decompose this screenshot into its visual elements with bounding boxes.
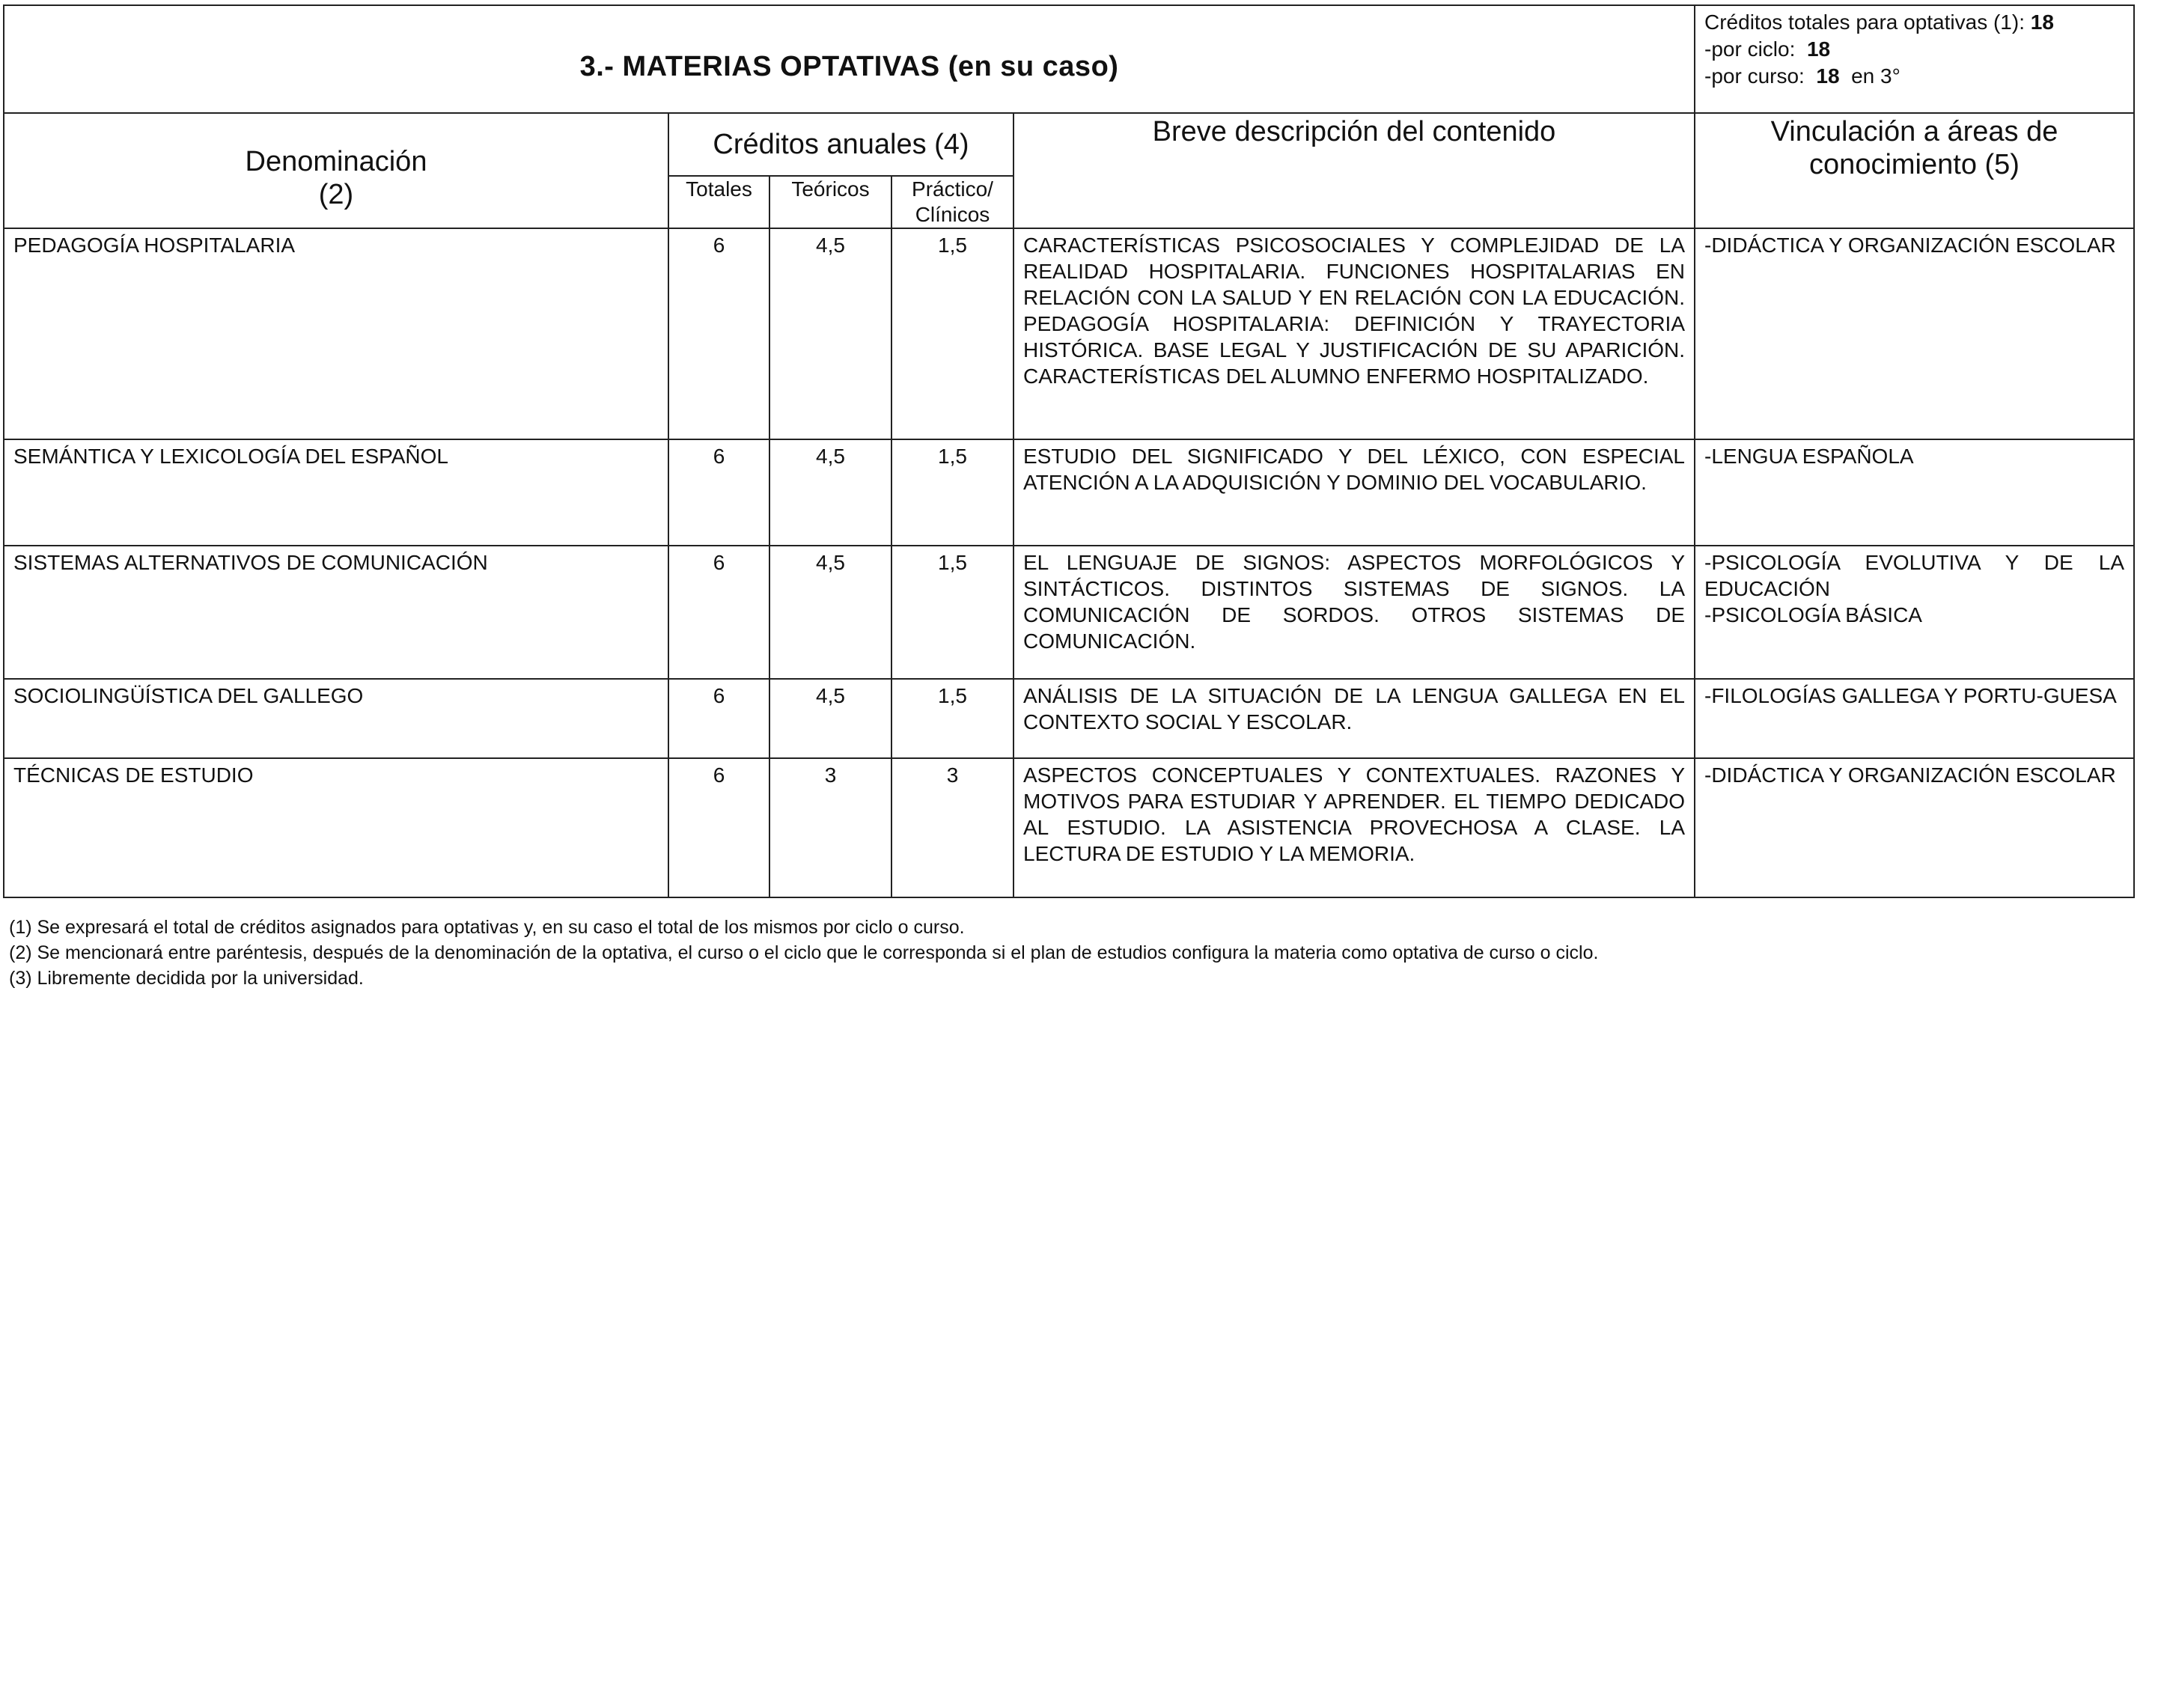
header-totales: Totales xyxy=(668,176,769,228)
header-creditos-anuales: Créditos anuales (4) xyxy=(668,113,1014,176)
credits-totales: 6 xyxy=(668,228,769,439)
footnotes xyxy=(9,915,2135,991)
subject-description: ASPECTOS CONCEPTUALES Y CONTEXTUALES. RAZONES Y MOTIVOS PARA ESTUDIAR Y APRENDER. EL TIEMPO DEDICADO AL ESTUDIO. LA ASISTENCIA PROVECHOSA A CLASE. LA LECTURA DE ESTUDIO Y LA MEMORIA. xyxy=(1014,758,1695,897)
table-row xyxy=(4,546,2134,679)
optativas-table xyxy=(3,4,2135,898)
credits-teoricos: 4,5 xyxy=(769,679,891,758)
credits-practicos: 3 xyxy=(891,758,1014,897)
credits-totales: 6 xyxy=(668,758,769,897)
subject-areas xyxy=(1695,228,2134,439)
subject-name: SISTEMAS ALTERNATIVOS DE COMUNICACIÓN xyxy=(4,546,668,679)
per-course-label: -por curso: xyxy=(1704,64,1805,88)
credits-teoricos: 4,5 xyxy=(769,439,891,546)
per-cycle-value: 18 xyxy=(1806,37,1831,61)
subject-name: SOCIOLINGÜÍSTICA DEL GALLEGO xyxy=(4,679,668,758)
table-row xyxy=(4,439,2134,546)
totals-value: 18 xyxy=(2030,10,2054,34)
header-teoricos: Teóricos xyxy=(769,176,891,228)
subject-areas xyxy=(1695,546,2134,679)
subject-name: TÉCNICAS DE ESTUDIO xyxy=(4,758,668,897)
per-course-suffix: en 3° xyxy=(1851,64,1901,88)
vinculacion-line2: conocimiento (5) xyxy=(1809,149,2020,180)
footnote: (3) Libremente decidida por la universidad. xyxy=(9,968,364,989)
table-row xyxy=(4,758,2134,897)
credits-practicos: 1,5 xyxy=(891,228,1014,439)
credits-teoricos: 4,5 xyxy=(769,228,891,439)
credits-practicos: 1,5 xyxy=(891,679,1014,758)
totals-label: Créditos totales para optativas (1): xyxy=(1704,10,2025,34)
credits-teoricos: 3 xyxy=(769,758,891,897)
subject-areas xyxy=(1695,439,2134,546)
area-item: -LENGUA ESPAÑOLA xyxy=(1704,445,1914,468)
per-cycle-label: -por ciclo: xyxy=(1704,37,1796,61)
table-row xyxy=(4,679,2134,758)
credit-totals xyxy=(1695,5,2134,113)
per-course-value: 18 xyxy=(1816,64,1840,88)
area-item: -DIDÁCTICA Y ORGANIZACIÓN ESCOLAR xyxy=(1704,234,2116,257)
subject-description: CARACTERÍSTICAS PSICOSOCIALES Y COMPLEJIDAD DE LA REALIDAD HOSPITALARIA. FUNCIONES HOSPITALARIAS EN RELACIÓN CON LA SALUD Y EN RELACIÓN CON LA EDUCACIÓN. PEDAGOGÍA HOSPITALARIA: DEFINICIÓN Y TRAYECTORIA HISTÓRICA. BASE LEGAL Y JUSTIFICACIÓN DE SU APARICIÓN. CARACTERÍSTICAS DEL ALUMNO ENFERMO HOSPITALIZADO. xyxy=(1014,228,1695,439)
title-cell xyxy=(4,5,1695,113)
subject-name: SEMÁNTICA Y LEXICOLOGÍA DEL ESPAÑOL xyxy=(4,439,668,546)
subject-areas xyxy=(1695,679,2134,758)
area-item: -DIDÁCTICA Y ORGANIZACIÓN ESCOLAR xyxy=(1704,763,2116,787)
vinculacion-line1: Vinculación a áreas de xyxy=(1770,116,2058,147)
credits-practicos: 1,5 xyxy=(891,546,1014,679)
header-descripcion: Breve descripción del contenido xyxy=(1014,113,1695,228)
header-practicos xyxy=(891,176,1014,228)
subject-areas xyxy=(1695,758,2134,897)
subject-description: EL LENGUAJE DE SIGNOS: ASPECTOS MORFOLÓGICOS Y SINTÁCTICOS. DISTINTOS SISTEMAS DE SIGNOS. LA COMUNICACIÓN DE SORDOS. OTROS SISTEMAS DE COMUNICACIÓN. xyxy=(1014,546,1695,679)
practicos-line1: Práctico/ xyxy=(912,177,993,201)
area-item: -FILOLOGÍAS GALLEGA Y PORTU-GUESA xyxy=(1704,684,2117,707)
credits-totales: 6 xyxy=(668,679,769,758)
header-vinculacion xyxy=(1695,113,2134,228)
credits-totales: 6 xyxy=(668,439,769,546)
area-item: -PSICOLOGÍA EVOLUTIVA Y DE LA EDUCACIÓN xyxy=(1704,551,2124,600)
subject-name: PEDAGOGÍA HOSPITALARIA xyxy=(4,228,668,439)
credits-practicos: 1,5 xyxy=(891,439,1014,546)
denominacion-note: (2) xyxy=(318,179,354,210)
header-denominacion xyxy=(4,113,668,228)
credits-totales: 6 xyxy=(668,546,769,679)
denominacion-label: Denominación xyxy=(245,146,427,177)
area-item: -PSICOLOGÍA BÁSICA xyxy=(1704,603,1922,626)
footnote: (2) Se mencionará entre paréntesis, después de la denominación de la optativa, el curso o el ciclo que le corresponda si el plan de estudios configura la materia como optativa de curso o ciclo. xyxy=(9,942,1599,963)
table-row xyxy=(4,228,2134,439)
practicos-line2: Clínicos xyxy=(915,203,990,226)
credits-teoricos: 4,5 xyxy=(769,546,891,679)
subject-description: ANÁLISIS DE LA SITUACIÓN DE LA LENGUA GALLEGA EN EL CONTEXTO SOCIAL Y ESCOLAR. xyxy=(1014,679,1695,758)
page-title: 3.- MATERIAS OPTATIVAS (en su caso) xyxy=(579,50,1119,82)
subject-description: ESTUDIO DEL SIGNIFICADO Y DEL LÉXICO, CON ESPECIAL ATENCIÓN A LA ADQUISICIÓN Y DOMINIO DEL VOCABULARIO. xyxy=(1014,439,1695,546)
footnote: (1) Se expresará el total de créditos asignados para optativas y, en su caso el total de los mismos por ciclo o curso. xyxy=(9,917,965,938)
